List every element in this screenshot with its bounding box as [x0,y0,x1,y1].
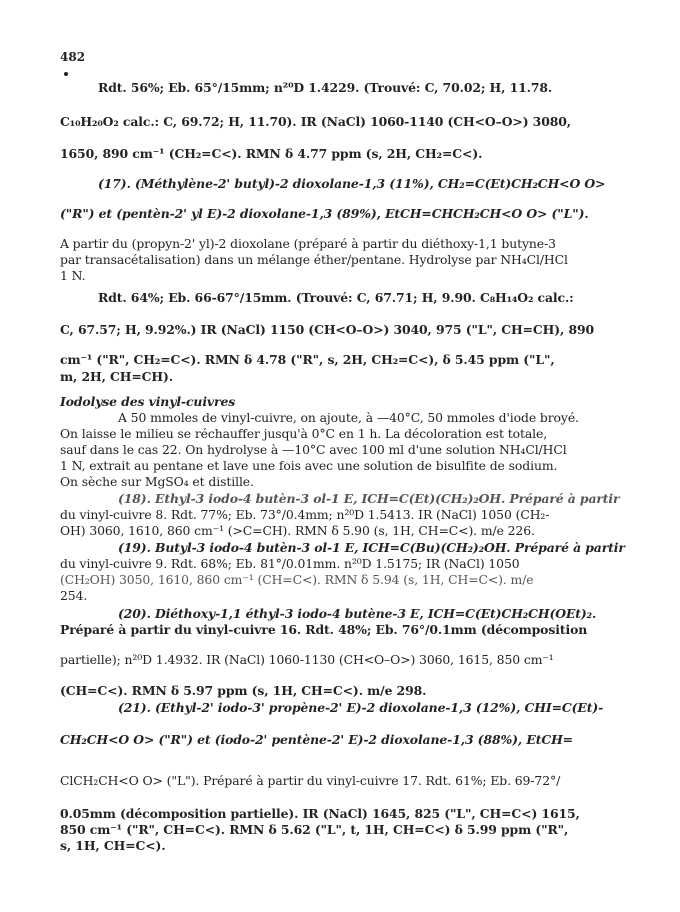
text-line: du vinyl-cuivre 8. Rdt. 77%; Eb. 73°/0.4mm; n²⁰D 1.5413. IR (NaCl) 1050 (CH₂- [60,507,550,522]
text-line: Préparé à partir du vinyl-cuivre 16. Rdt. 48%; Eb. 76°/0.1mm (décomposition [60,622,588,637]
page-number: 482 [60,50,86,64]
text-line: 1650, 890 cm⁻¹ (CH₂=C<). RMN δ 4.77 ppm (s, 2H, CH₂=C<). [60,146,483,161]
text-line: (19). Butyl-3 iodo-4 butèn-3 ol-1 E, ICH=C(Bu)(CH₂)₂OH. Préparé à partir [118,540,625,555]
text-line: sauf dans le cas 22. On hydrolyse à —10°C avec 100 ml d'une solution NH₄Cl/HCl [60,442,567,457]
text-line: 1 N, extrait au pentane et lave une fois avec une solution de bisulfite de sodium. [60,458,558,473]
text-line: (20). Diéthoxy-1,1 éthyl-3 iodo-4 butène-3 E, ICH=C(Et)CH₂CH(OEt)₂. [118,606,597,621]
text-line: (18). Ethyl-3 iodo-4 butèn-3 ol-1 E, ICH=C(Et)(CH₂)₂OH. Préparé à partir [118,491,620,506]
text-line: (CH=C<). RMN δ 5.97 ppm (s, 1H, CH=C<). m/e 298. [60,683,427,698]
bullet-mark [64,72,68,76]
text-line: (17). (Méthylène-2' butyl)-2 dioxolane-1,3 (11%), CH₂=C(Et)CH₂CH<O O> [98,176,606,191]
text-line: (21). (Ethyl-2' iodo-3' propène-2' E)-2 dioxolane-1,3 (12%), CHI=C(Et)- [118,700,604,715]
text-line: C₁₀H₂₀O₂ calc.: C, 69.72; H, 11.70). IR (NaCl) 1060-1140 (CH<O–O>) 3080, [60,114,571,129]
text-line: ("R") et (pentèn-2' yl E)-2 dioxolane-1,3 (89%), EtCH=CHCH₂CH<O O> ("L"). [60,206,589,221]
text-line: 254. [60,588,88,603]
section-heading: Iodolyse des vinyl-cuivres [60,394,236,409]
text-line: (CH₂OH) 3050, 1610, 860 cm⁻¹ (CH=C<). RMN δ 5.94 (s, 1H, CH=C<). m/e [60,572,534,587]
text-line: Rdt. 64%; Eb. 66-67°/15mm. (Trouvé: C, 67.71; H, 9.90. C₈H₁₄O₂ calc.: [98,290,574,305]
text-line: CH₂CH<O O> ("R") et (iodo-2' pentène-2' E)-2 dioxolane-1,3 (88%), EtCH= [60,732,573,747]
text-line: C, 67.57; H, 9.92%.) IR (NaCl) 1150 (CH<O–O>) 3040, 975 ("L", CH=CH), 890 [60,322,595,337]
text-line: partielle); n²⁰D 1.4932. IR (NaCl) 1060-1130 (CH<O–O>) 3060, 1615, 850 cm⁻¹ [60,652,554,667]
text-line: OH) 3060, 1610, 860 cm⁻¹ (>C=CH). RMN δ 5.90 (s, 1H, CH=C<). m/e 226. [60,523,535,538]
text-line: ClCH₂CH<O O> ("L"). Préparé à partir du vinyl-cuivre 17. Rdt. 61%; Eb. 69-72°/ [60,773,561,788]
text-line: du vinyl-cuivre 9. Rdt. 68%; Eb. 81°/0.01mm. n²⁰D 1.5175; IR (NaCl) 1050 [60,556,520,571]
text-line: par transacétalisation) dans un mélange éther/pentane. Hydrolyse par NH₄Cl/HCl [60,252,568,267]
text-line: On laisse le milieu se réchauffer jusqu'à 0°C en 1 h. La décoloration est totale, [60,426,548,441]
text-line: m, 2H, CH=CH). [60,369,173,384]
text-line: A 50 mmoles de vinyl-cuivre, on ajoute, à —40°C, 50 mmoles d'iode broyé. [118,410,579,425]
text-line: cm⁻¹ ("R", CH₂=C<). RMN δ 4.78 ("R", s, 2H, CH₂=C<), δ 5.45 ppm ("L", [60,352,555,367]
text-line: s, 1H, CH=C<). [60,838,166,853]
text-line: 0.05mm (décomposition partielle). IR (NaCl) 1645, 825 ("L", CH=C<) 1615, [60,806,580,821]
text-line: On sèche sur MgSO₄ et distille. [60,474,254,489]
text-line: 850 cm⁻¹ ("R", CH=C<). RMN δ 5.62 ("L", t, 1H, CH=C<) δ 5.99 ppm ("R", [60,822,569,837]
text-line: Rdt. 56%; Eb. 65°/15mm; n²⁰D 1.4229. (Trouvé: C, 70.02; H, 11.78. [98,80,553,95]
text-line: 1 N. [60,268,86,283]
text-line: A partir du (propyn-2' yl)-2 dioxolane (préparé à partir du diéthoxy-1,1 butyne-3 [60,236,556,251]
